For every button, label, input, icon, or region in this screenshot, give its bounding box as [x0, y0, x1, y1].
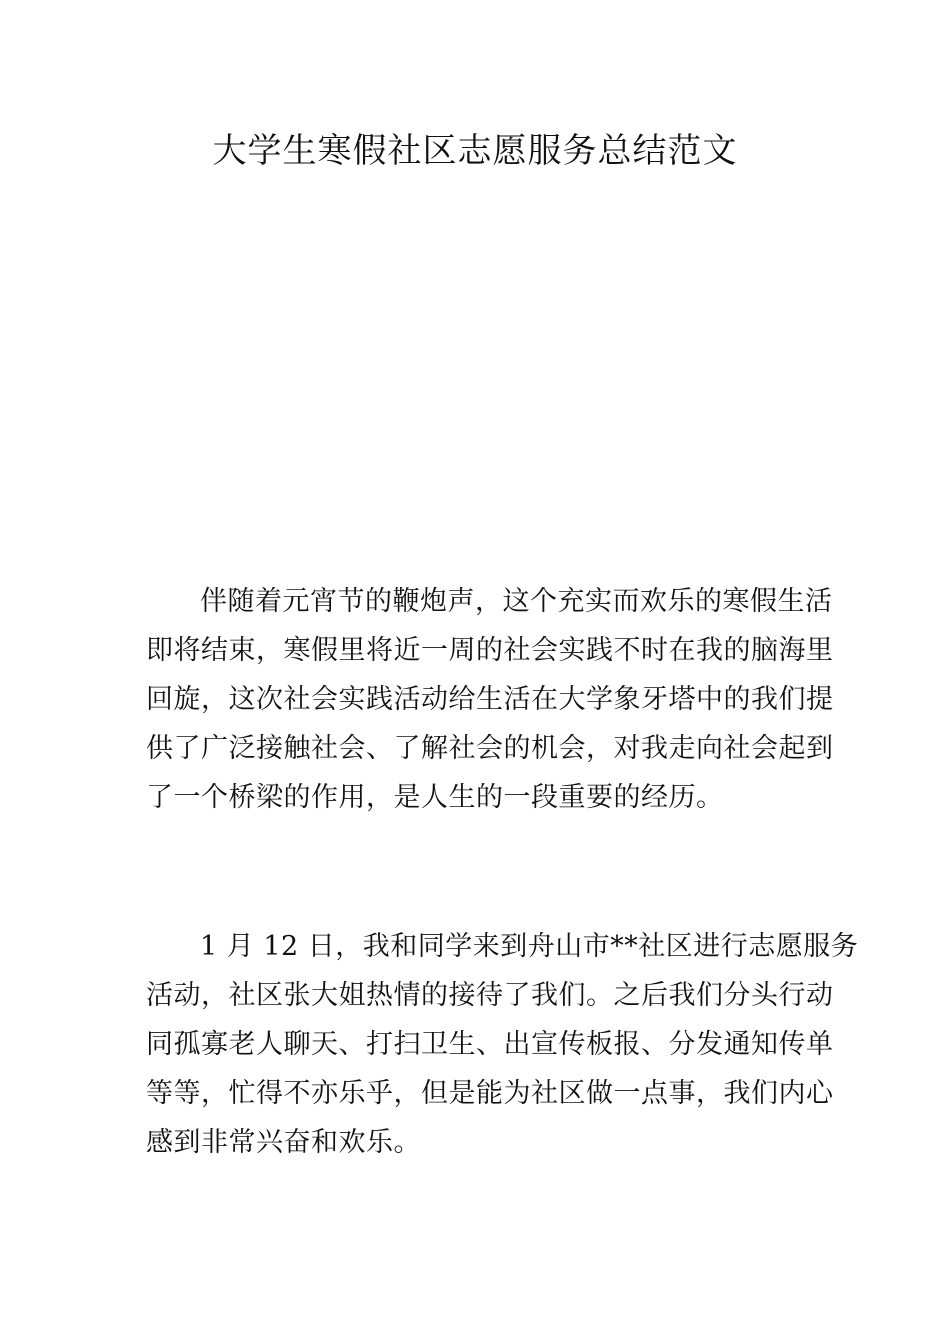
paragraph-1	[146, 577, 834, 822]
paragraph-line: 即将结束，寒假里将近一周的社会实践不时在我的脑海里	[146, 635, 834, 666]
document-title: 大学生寒假社区志愿服务总结范文	[212, 131, 738, 171]
paragraph-line: 1 月 12 日，我和同学来到舟山市**社区进行志愿服务	[200, 931, 859, 962]
paragraph-line: 回旋，这次社会实践活动给生活在大学象牙塔中的我们提	[146, 684, 834, 715]
paragraph-line: 活动，社区张大姐热情的接待了我们。之后我们分头行动	[146, 980, 834, 1011]
paragraph-line: 伴随着元宵节的鞭炮声，这个充实而欢乐的寒假生活	[200, 586, 833, 617]
paragraph-line: 等等，忙得不亦乐乎，但是能为社区做一点事，我们内心	[146, 1078, 834, 1109]
paragraph-line: 了一个桥梁的作用，是人生的一段重要的经历。	[146, 782, 724, 813]
paragraph-line: 感到非常兴奋和欢乐。	[146, 1127, 421, 1158]
paragraph-line: 供了广泛接触社会、了解社会的机会，对我走向社会起到	[146, 733, 834, 764]
paragraph-line: 同孤寡老人聊天、打扫卫生、出宣传板报、分发通知传单	[146, 1029, 834, 1060]
paragraph-2	[146, 922, 859, 1167]
